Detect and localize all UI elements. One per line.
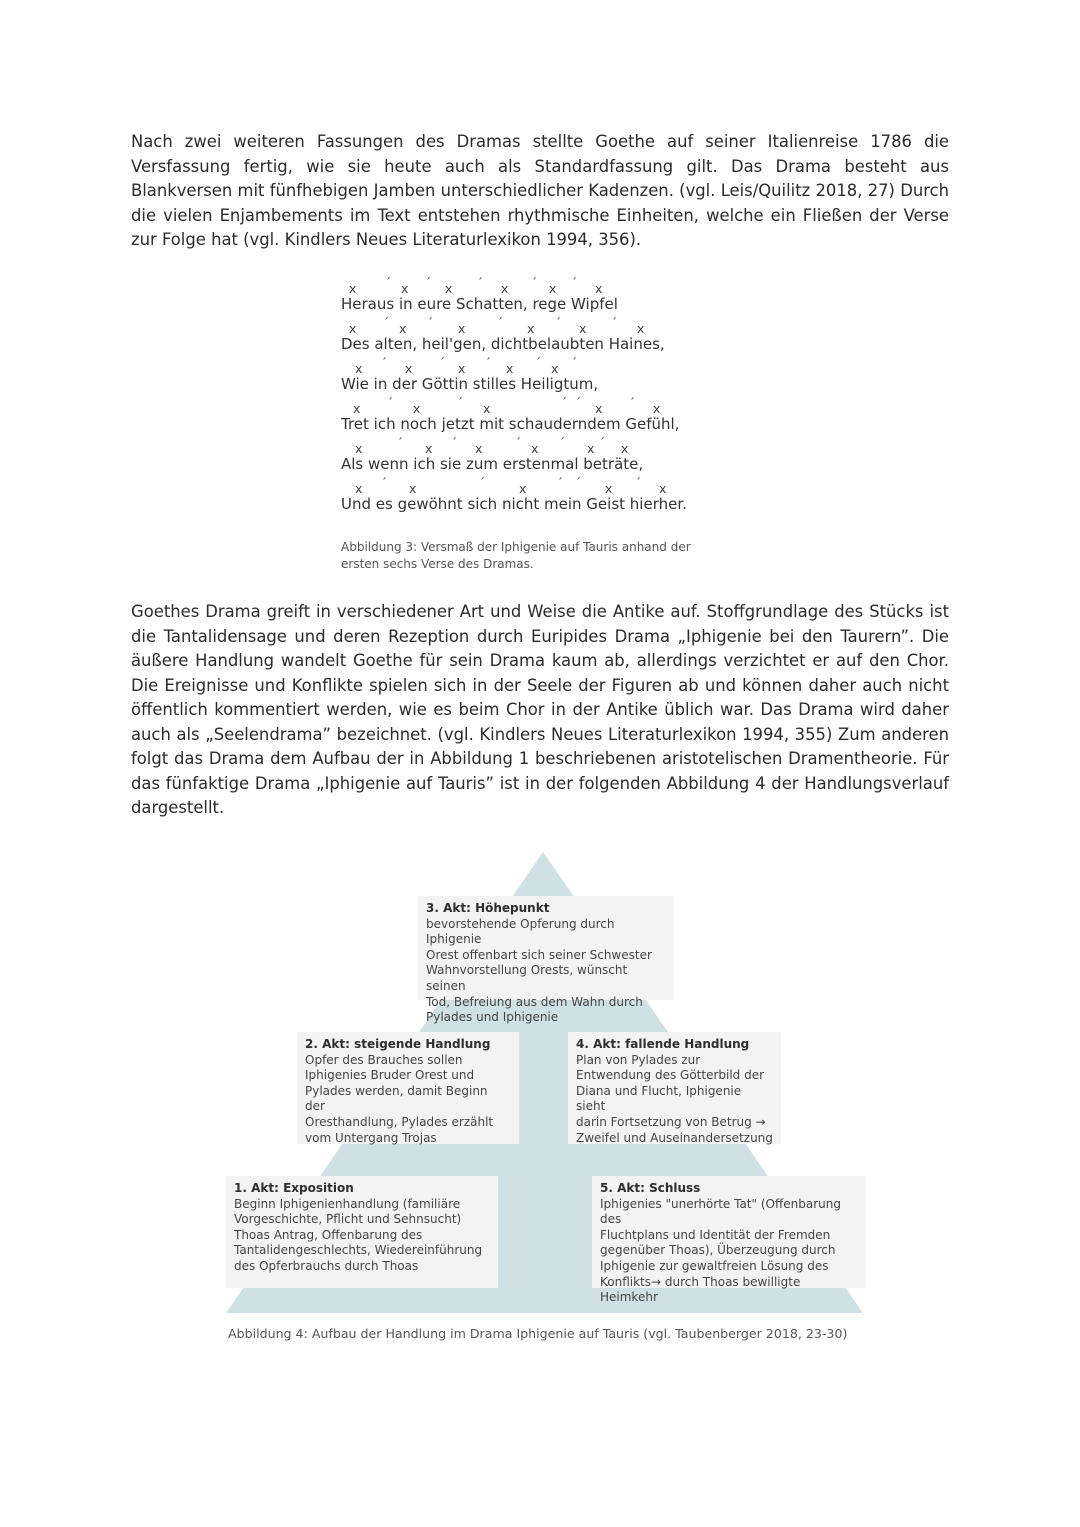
stress-mark: ´ — [381, 476, 387, 490]
stress-mark: ´ — [477, 276, 483, 290]
act-line: Zweifel und Auseinandersetzung — [576, 1130, 773, 1145]
act-title: 2. Akt: steigende Handlung — [305, 1037, 491, 1051]
unstressed-mark: x — [349, 321, 357, 336]
unstressed-mark: x — [531, 441, 539, 456]
body-paragraph-versfassung: Nach zwei weiteren Fassungen des Dramas stellte Goethe auf seiner Italienreise 1786 die Versfassung fertig, wie sie heute auch als Standardfassung gilt. Das Drama besteht aus Blankversen mit fünfhebigen Jamben unterschiedlicher Kadenzen. (vgl. Leis/Quilitz 2018, 27) Durch die vielen Enjambements im Text entstehen rhythmische Einheiten, welche ein Fließen der Verse zur Folge hat (vgl. Kindlers Neues Literaturlexikon 1994, 356). — [131, 132, 949, 249]
act-line: Fluchtplans und Identität der Fremden — [600, 1227, 831, 1242]
act-line: gegenüber Thoas), Überzeugung durch — [600, 1243, 836, 1258]
act-title: 1. Akt: Exposition — [234, 1181, 354, 1195]
unstressed-mark: x — [527, 321, 535, 336]
unstressed-mark: x — [506, 361, 514, 376]
verse-text: Heraus in eure Schatten, rege Wipfel — [341, 295, 618, 313]
verse-text: Wie in der Göttin stilles Heiligtum, — [341, 375, 599, 393]
act-title: 4. Akt: fallende Handlung — [576, 1037, 750, 1051]
unstressed-mark: x — [587, 441, 595, 456]
act-line: Vorgeschichte, Pflicht und Sehnsucht) — [234, 1212, 462, 1227]
unstressed-mark: x — [637, 321, 645, 336]
verse-text: Tret ich noch jetzt mit schauderndem Gefühl, — [341, 415, 680, 433]
stress-mark: ´ — [479, 476, 485, 490]
figure-4-caption: Abbildung 4: Aufbau der Handlung im Drama Iphigenie auf Tauris (vgl. Taubenberger 2018, 23-30) — [228, 1326, 848, 1341]
stress-mark: ´ — [485, 356, 491, 370]
stress-mark: ´ — [427, 316, 433, 330]
act-line: Iphigenies Bruder Orest und — [305, 1068, 475, 1083]
stress-mark: ´ — [383, 316, 389, 330]
stress-mark: ´ — [561, 396, 567, 410]
act-line: Entwendung des Götterbild der — [576, 1068, 765, 1083]
act-line: des Opferbrauchs durch Thoas — [234, 1258, 419, 1273]
unstressed-mark: x — [549, 281, 557, 296]
verse-text: Des alten, heil'gen, dichtbelaubten Haines, — [341, 335, 665, 353]
stress-mark: ´ — [575, 396, 581, 410]
act-line: Plan von Pylades zur — [576, 1052, 701, 1067]
unstressed-mark: x — [355, 361, 363, 376]
unstressed-mark: x — [413, 401, 421, 416]
unstressed-mark: x — [355, 481, 363, 496]
unstressed-mark: x — [659, 481, 667, 496]
act-line: Beginn Iphigenienhandlung (familiäre — [234, 1196, 461, 1211]
stress-mark: ´ — [387, 396, 393, 410]
stress-mark: ´ — [425, 276, 431, 290]
act-line: bevorstehende Opferung durch Iphigenie — [426, 916, 615, 947]
stress-mark: ´ — [457, 396, 463, 410]
stress-mark: ´ — [535, 356, 541, 370]
act-line: Thoas Antrag, Offenbarung des — [234, 1227, 423, 1242]
unstressed-mark: x — [483, 401, 491, 416]
unstressed-mark: x — [519, 481, 527, 496]
act-line: Opfer des Brauches sollen — [305, 1052, 463, 1067]
body-paragraph-antike: Goethes Drama greift in verschiedener Art und Weise die Antike auf. Stoffgrundlage des Stücks ist die Tantalidensage und deren Rezeption durch Euripides Drama „Iphigenie bei den Taurern”. Die äußere Handlung wandelt Goethe für sein Drama kaum ab, allerdings verzichtet er auf den Chor. Die Ereignisse und Konflikte spielen sich in der Seele der Figuren ab und können daher auch nicht öffentlich kommentiert werden, wie es beim Chor in der Antike üblich war. Das Drama wird daher auch als „Seelendrama” bezeichnet. (vgl. Kindlers Neues Literaturlexikon 1994, 355) Zum anderen folgt das Drama dem Aufbau der in Abbildung 1 beschriebenen aristotelischen Dramentheorie. Für das fünfaktige Drama „Iphigenie auf Tauris” ist in der folgenden Abbildung 4 der Handlungsverlauf dargestellt. — [131, 602, 949, 817]
unstressed-mark: x — [475, 441, 483, 456]
unstressed-mark: x — [401, 281, 409, 296]
stress-mark: ´ — [397, 436, 403, 450]
stress-mark: ´ — [635, 476, 641, 490]
act-line: Konflikts→ durch Thoas bewilligte Heimkehr — [600, 1274, 801, 1305]
unstressed-mark: x — [409, 481, 417, 496]
unstressed-mark: x — [501, 281, 509, 296]
act-line: Pylades und Iphigenie — [426, 1010, 559, 1025]
stress-mark: ´ — [531, 276, 537, 290]
unstressed-mark: x — [349, 281, 357, 296]
act-line: darin Fortsetzung von Betrug → — [576, 1114, 766, 1129]
act-line: Oresthandlung, Pylades erzählt — [305, 1114, 494, 1129]
stress-mark: ´ — [599, 436, 605, 450]
verse-text: Und es gewöhnt sich nicht mein Geist hierher. — [341, 495, 687, 513]
act-line: Tantalidengeschlechts, Wiedereinführung — [234, 1243, 483, 1258]
act-line: Diana und Flucht, Iphigenie sieht — [576, 1083, 742, 1114]
stress-mark: ´ — [497, 316, 503, 330]
act-line: Pylades werden, damit Beginn der — [305, 1083, 488, 1114]
act-line: Iphigenies "unerhörte Tat" (Offenbarung des — [600, 1196, 841, 1227]
unstressed-mark: x — [399, 321, 407, 336]
act-line: Tod, Befreiung aus dem Wahn durch — [426, 994, 643, 1009]
act-3-climax-box — [418, 896, 673, 1025]
stress-mark: ´ — [557, 476, 563, 490]
stress-mark: ´ — [611, 316, 617, 330]
stress-mark: ´ — [385, 276, 391, 290]
act-title: 5. Akt: Schluss — [600, 1181, 701, 1195]
act-line: Iphigenie zur gewaltfreien Lösung des — [600, 1258, 829, 1273]
act-1-exposition-box — [226, 1176, 498, 1288]
act-2-rising-action-box — [297, 1032, 519, 1144]
stress-mark: ´ — [575, 476, 581, 490]
act-5-conclusion-box — [592, 1176, 865, 1305]
unstressed-mark: x — [595, 281, 603, 296]
stress-mark: ´ — [571, 356, 577, 370]
unstressed-mark: x — [355, 441, 363, 456]
unstressed-mark: x — [458, 321, 466, 336]
verse-text: Als wenn ich sie zum erstenmal beträte, — [341, 455, 644, 473]
figure-3-caption: Abbildung 3: Versmaß der Iphigenie auf Tauris anhand der ersten sechs Verse des Dramas. — [341, 540, 691, 571]
unstressed-mark: x — [551, 361, 559, 376]
unstressed-mark: x — [405, 361, 413, 376]
stress-mark: ´ — [559, 436, 565, 450]
unstressed-mark: x — [605, 481, 613, 496]
unstressed-mark: x — [425, 441, 433, 456]
unstressed-mark: x — [353, 401, 361, 416]
act-4-falling-action-box — [568, 1032, 781, 1144]
stress-mark: ´ — [381, 356, 387, 370]
unstressed-mark: x — [445, 281, 453, 296]
unstressed-mark: x — [458, 361, 466, 376]
act-line: vom Untergang Trojas — [305, 1130, 437, 1145]
stress-mark: ´ — [439, 356, 445, 370]
unstressed-mark: x — [579, 321, 587, 336]
stress-mark: ´ — [571, 276, 577, 290]
unstressed-mark: x — [595, 401, 603, 416]
act-line: Orest offenbart sich seiner Schwester — [426, 947, 652, 962]
unstressed-mark: x — [621, 441, 629, 456]
unstressed-mark: x — [653, 401, 661, 416]
stress-mark: ´ — [515, 436, 521, 450]
act-line: Wahnvorstellung Orests, wünscht seinen — [426, 963, 628, 993]
stress-mark: ´ — [555, 316, 561, 330]
act-title: 3. Akt: Höhepunkt — [426, 901, 550, 915]
stress-mark: ´ — [451, 436, 457, 450]
stress-mark: ´ — [629, 396, 635, 410]
